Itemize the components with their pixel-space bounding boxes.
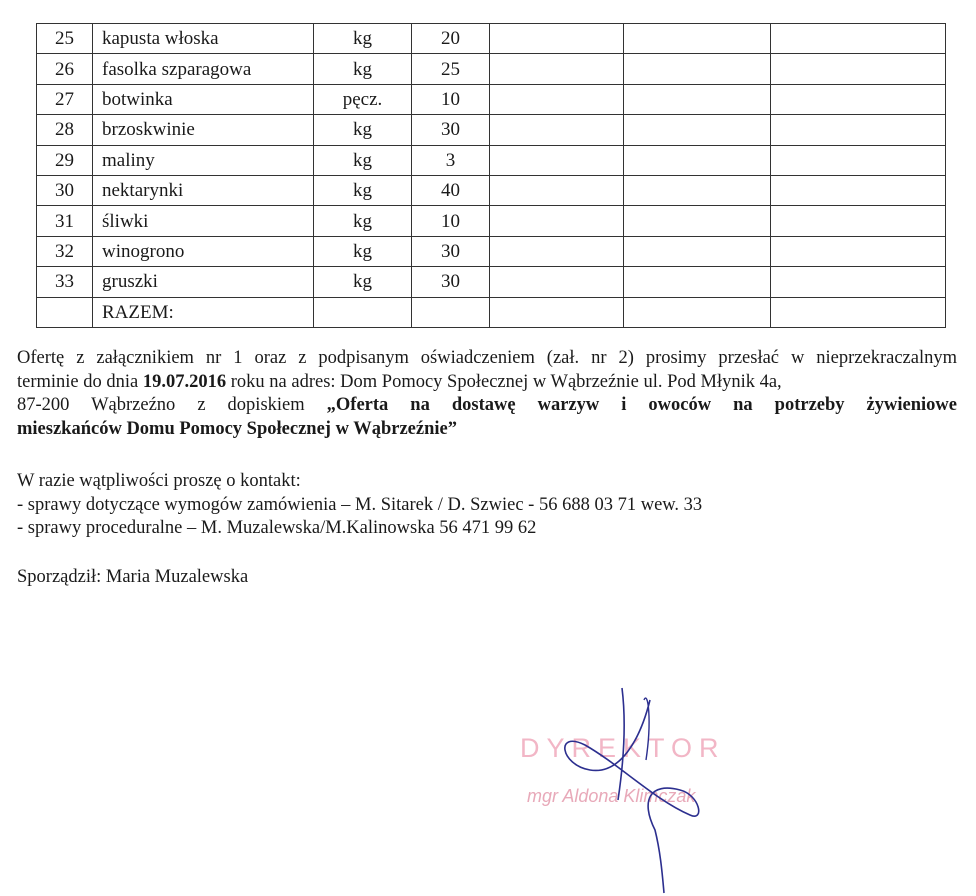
contact-line-1: - sprawy dotyczące wymogów zamówienia – M. Sitarek / D. Szwiec - 56 688 03 71 wew. 33 [17,494,703,515]
contact-intro: W razie wątpliwości proszę o kontakt: [17,471,301,491]
item-quantity: 10 [412,206,490,236]
row-number: 32 [37,236,93,266]
item-quantity: 40 [412,175,490,205]
item-name: maliny [93,145,314,175]
offer-line-4: mieszkańców Domu Pomocy Społecznej w Wąbrzeźnie” [17,418,457,439]
item-unit: kg [314,54,412,84]
total-label: RAZEM: [93,297,314,327]
item-name: winogrono [93,236,314,266]
item-unit: kg [314,24,412,54]
offer-line-3: 87-200 Wąbrzeźno z dopiskiem „Oferta na dostawę warzyw i owoców na potrzeby żywieniowe [17,395,957,415]
row-number: 27 [37,84,93,114]
item-name: fasolka szparagowa [93,54,314,84]
row-number: 29 [37,145,93,175]
item-unit: kg [314,115,412,145]
item-quantity: 3 [412,145,490,175]
item-quantity: 30 [412,236,490,266]
offer-deadline: 19.07.2016 [142,371,227,392]
item-name: gruszki [93,267,314,297]
row-number: 31 [37,206,93,236]
item-name: kapusta włoska [93,24,314,54]
stamp-name: mgr Aldona Klimczak [527,786,696,806]
row-number: 30 [37,175,93,205]
item-unit: kg [314,206,412,236]
item-unit: kg [314,175,412,205]
item-name: śliwki [93,206,314,236]
row-number: 25 [37,24,93,54]
item-quantity: 30 [412,267,490,297]
contact-line-2: - sprawy proceduralne – M. Muzalewska/M.Kalinowska 56 471 99 62 [17,518,537,538]
item-quantity: 20 [412,24,490,54]
row-number: 28 [37,115,93,145]
item-unit: pęcz. [314,84,412,114]
item-unit: kg [314,236,412,266]
item-name: nektarynki [93,175,314,205]
offer-line-2: terminie do dnia 19.07.2016 roku na adres: Dom Pomocy Społecznej w Wąbrzeźnie ul. Pod Młynik 4a, [17,371,782,392]
item-quantity: 30 [412,115,490,145]
item-quantity: 25 [412,54,490,84]
item-unit: kg [314,145,412,175]
item-name: brzoskwinie [93,115,314,145]
row-number: 33 [37,267,93,297]
item-name: botwinka [93,84,314,114]
offer-line-1: Ofertę z załącznikiem nr 1 oraz z podpisanym oświadczeniem (zał. nr 2) prosimy przesłać w nieprzekraczalnym [17,348,957,368]
row-number: 26 [37,54,93,84]
stamp-title: DYREKTOR [520,733,726,763]
prepared-by: Sporządził: Maria Muzalewska [17,567,249,587]
item-unit: kg [314,267,412,297]
item-quantity: 10 [412,84,490,114]
